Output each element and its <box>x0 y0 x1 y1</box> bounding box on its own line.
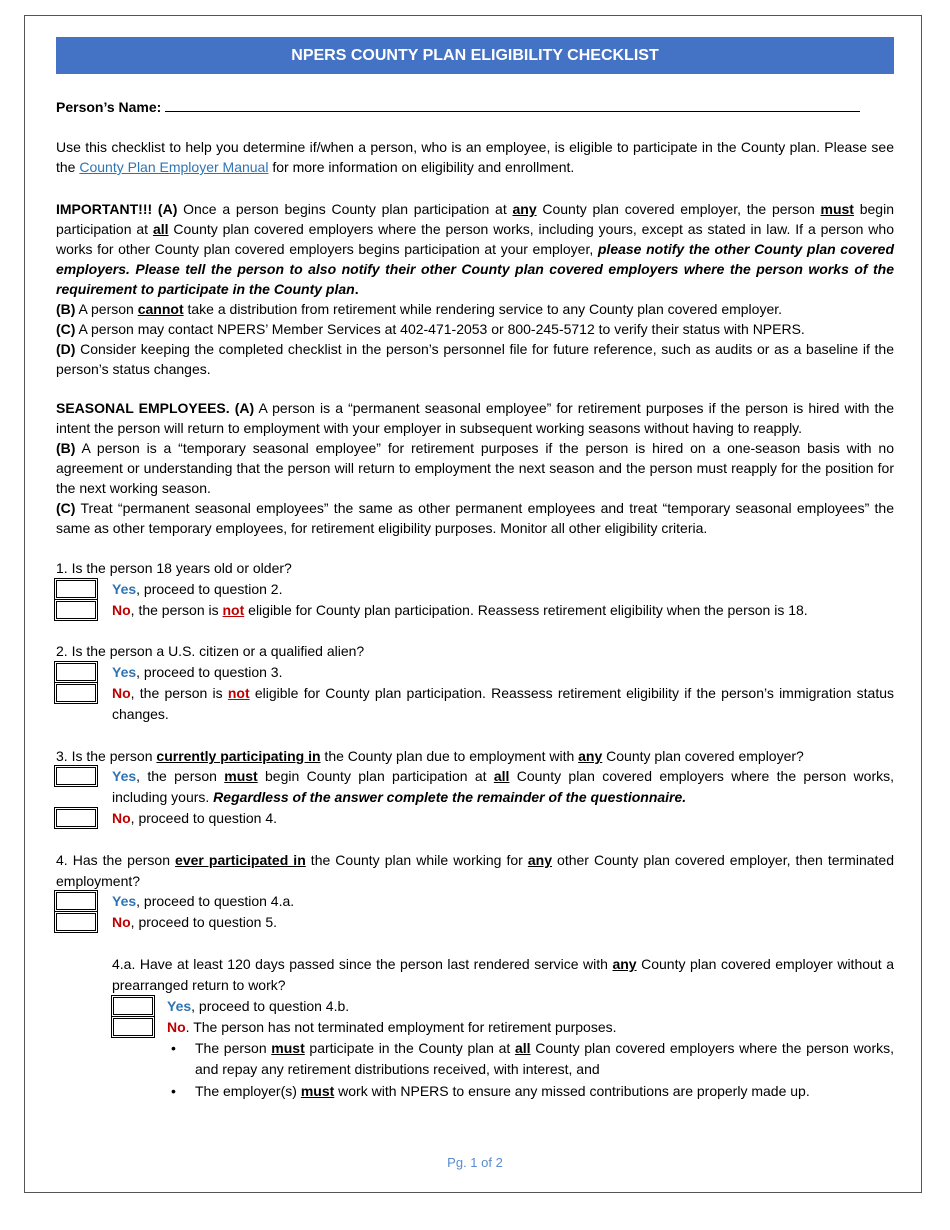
question-text: the County plan while working for <box>305 852 528 868</box>
item-b-text: take a distribution from retirement while rendering service to any County plan covered employer. <box>183 301 783 317</box>
q4-yes-checkbox[interactable] <box>56 892 96 910</box>
option-text: , the person is <box>130 602 223 618</box>
option-text: , proceed to question 5. <box>130 914 277 930</box>
important-text: County plan covered employer, the person <box>536 201 821 217</box>
q1-no-checkbox[interactable] <box>56 601 96 619</box>
question-text: County plan covered employer without a prearranged return to work? <box>112 956 894 993</box>
q1-yes-checkbox[interactable] <box>56 580 96 598</box>
bullet-icon: • <box>171 1083 176 1099</box>
q2-yes-option <box>112 662 894 683</box>
intro-text: Use this checklist to help you determine if/when a person, who is an employee, is eligible to participate in the County plan. Please see the <box>56 139 894 175</box>
emphasis-any: any <box>512 201 537 217</box>
emphasis-any: any <box>527 852 552 868</box>
q4a-bullet-1 <box>195 1038 894 1080</box>
bullet-text: The employer(s) <box>195 1083 301 1099</box>
q4a-yes-checkbox[interactable] <box>113 997 153 1015</box>
seasonal-a-text: A person is a “permanent seasonal employee” for retirement purposes if the person is hired with the intent the person will return to employment with your employer in subsequent working seasons without having to reapply. <box>56 400 894 436</box>
item-b-text: A person <box>75 301 138 317</box>
q4a-yes-option <box>167 996 894 1017</box>
option-text: , the person is <box>130 685 228 701</box>
emphasis-any: any <box>612 956 637 972</box>
emphasis-not: not <box>222 602 245 618</box>
q4a-no-checkbox[interactable] <box>113 1018 153 1036</box>
question-text: other County plan covered employer, then terminated employment? <box>56 852 894 889</box>
question-2: 2. Is the person a U.S. citizen or a qualified alien? <box>56 643 365 659</box>
q3-no-option <box>112 808 894 829</box>
intro-text-end: for more information on eligibility and enrollment. <box>268 159 575 175</box>
option-text: . The person has not terminated employment for retirement purposes. <box>185 1019 617 1035</box>
option-note: Regardless of the answer complete the remainder of the questionnaire. <box>213 789 687 805</box>
question-3 <box>56 746 894 767</box>
employer-manual-link[interactable]: County Plan Employer Manual <box>79 159 269 175</box>
important-text: County plan covered employers where the person works, including yours, except as stated in law. If a person who works for other County plan covered employers begins participation at your employer, <box>56 221 894 257</box>
option-text: eligible for County plan participation. Reassess retirement eligibility when the person is 18. <box>244 602 808 618</box>
no-label: No <box>167 1019 186 1035</box>
no-label: No <box>112 685 131 701</box>
important-text: Once a person begins County plan participation at <box>177 201 513 217</box>
q4-no-checkbox[interactable] <box>56 913 96 931</box>
bullet-text: The person <box>195 1040 272 1056</box>
q4-yes-option <box>112 891 894 912</box>
q3-no-checkbox[interactable] <box>56 809 96 827</box>
option-text: , proceed to question 2. <box>136 581 283 597</box>
intro-paragraph <box>56 137 894 177</box>
item-d-text: Consider keeping the completed checklist in the person’s personnel file for future reference, such as audits or as a baseline if the person’s status changes. <box>56 341 894 377</box>
important-period: . <box>354 281 359 297</box>
q4a-no-option <box>167 1017 894 1038</box>
q2-no-option <box>112 683 894 725</box>
emphasis-all: all <box>514 1040 531 1056</box>
no-label: No <box>112 914 131 930</box>
persons-name-label: Person’s Name: <box>56 99 162 115</box>
emphasis-must: must <box>300 1083 335 1099</box>
yes-label: Yes <box>112 581 137 597</box>
question-4 <box>56 850 894 892</box>
emphasis-ever-participated: ever participated in <box>175 852 306 868</box>
option-text: , proceed to question 4. <box>130 810 277 826</box>
question-4a <box>112 954 894 996</box>
important-text: begin participation at <box>56 201 894 237</box>
q1-no-option <box>112 600 894 621</box>
seasonal-section <box>56 398 894 538</box>
question-text: 3. Is the person <box>56 748 157 764</box>
question-text: County plan covered employer? <box>602 748 804 764</box>
page-number: Pg. 1 of 2 <box>447 1155 503 1170</box>
q3-yes-option <box>112 766 894 808</box>
option-text: eligible for County plan participation. Reassess retirement eligibility if the person’s immigration status changes. <box>112 685 894 722</box>
emphasis-cannot: cannot <box>137 301 184 317</box>
emphasis-must: must <box>820 201 854 217</box>
seasonal-c-text: Treat “permanent seasonal employees” the same as other permanent employees and treat “temporary seasonal employees” the same as other temporary employees, for retirement eligibility purposes. Monitor all other eligibility criteria. <box>56 500 894 536</box>
item-d-lead: (D) <box>56 341 76 357</box>
option-text: , proceed to question 4.b. <box>191 998 350 1014</box>
option-text: , proceed to question 4.a. <box>136 893 295 909</box>
question-text: the County plan due to employment with <box>320 748 579 764</box>
q2-yes-checkbox[interactable] <box>56 663 96 681</box>
bullet-icon: • <box>171 1040 176 1056</box>
item-b-lead: (B) <box>56 301 76 317</box>
option-text: County plan covered employers where the person works, including yours. <box>112 768 894 805</box>
important-section <box>56 199 894 379</box>
emphasis-any: any <box>578 748 603 764</box>
item-c-text: A person may contact NPERS’ Member Services at 402-471-2053 or 800-245-5712 to verify their status with NPERS. <box>75 321 805 337</box>
option-text: begin County plan participation at <box>257 768 494 784</box>
emphasis-all: all <box>152 221 169 237</box>
q4-no-option <box>112 912 894 933</box>
q3-yes-checkbox[interactable] <box>56 767 96 785</box>
emphasis-not: not <box>227 685 250 701</box>
question-1: 1. Is the person 18 years old or older? <box>56 560 292 576</box>
important-lead: IMPORTANT!!! (A) <box>56 201 178 217</box>
bullet-text: work with NPERS to ensure any missed contributions are properly made up. <box>334 1083 810 1099</box>
emphasis-must: must <box>224 768 258 784</box>
seasonal-c-lead: (C) <box>56 500 76 516</box>
seasonal-lead: SEASONAL EMPLOYEES. (A) <box>56 400 255 416</box>
item-c-lead: (C) <box>56 321 76 337</box>
option-text: , proceed to question 3. <box>136 664 283 680</box>
seasonal-b-lead: (B) <box>56 440 76 456</box>
bullet-text: participate in the County plan at <box>304 1040 515 1056</box>
yes-label: Yes <box>112 893 137 909</box>
no-label: No <box>112 602 131 618</box>
yes-label: Yes <box>112 768 137 784</box>
emphasis-all: all <box>493 768 510 784</box>
yes-label: Yes <box>112 664 137 680</box>
bullet-text: County plan covered employers where the person works, and repay any retirement distributions received, with interest, and <box>195 1040 895 1077</box>
q4a-bullet-2 <box>195 1081 894 1102</box>
persons-name-field[interactable] <box>56 97 894 117</box>
yes-label: Yes <box>167 998 192 1014</box>
page-title: NPERS COUNTY PLAN ELIGIBILITY CHECKLIST <box>56 37 894 74</box>
question-text: 4.a. Have at least 120 days passed since the person last rendered service with <box>112 956 613 972</box>
emphasis-currently-participating: currently participating in <box>156 748 321 764</box>
option-text: , the person <box>136 768 225 784</box>
no-label: No <box>112 810 131 826</box>
question-text: 4. Has the person <box>56 852 176 868</box>
q2-no-checkbox[interactable] <box>56 684 96 702</box>
seasonal-b-text: A person is a “temporary seasonal employee” for retirement purposes if the person is hired on a one-season basis with no agreement or understanding that the person will return to employment the next season and the person must reapply for the position for the next working season. <box>56 440 894 496</box>
q1-yes-option <box>112 579 894 600</box>
emphasis-must: must <box>271 1040 305 1056</box>
important-notice: please notify the other County plan covered employers. Please tell the person to also notify their other County plan covered employers where the person works of the requirement to participate in the County plan <box>56 241 895 297</box>
persons-name-blank[interactable] <box>165 97 860 112</box>
